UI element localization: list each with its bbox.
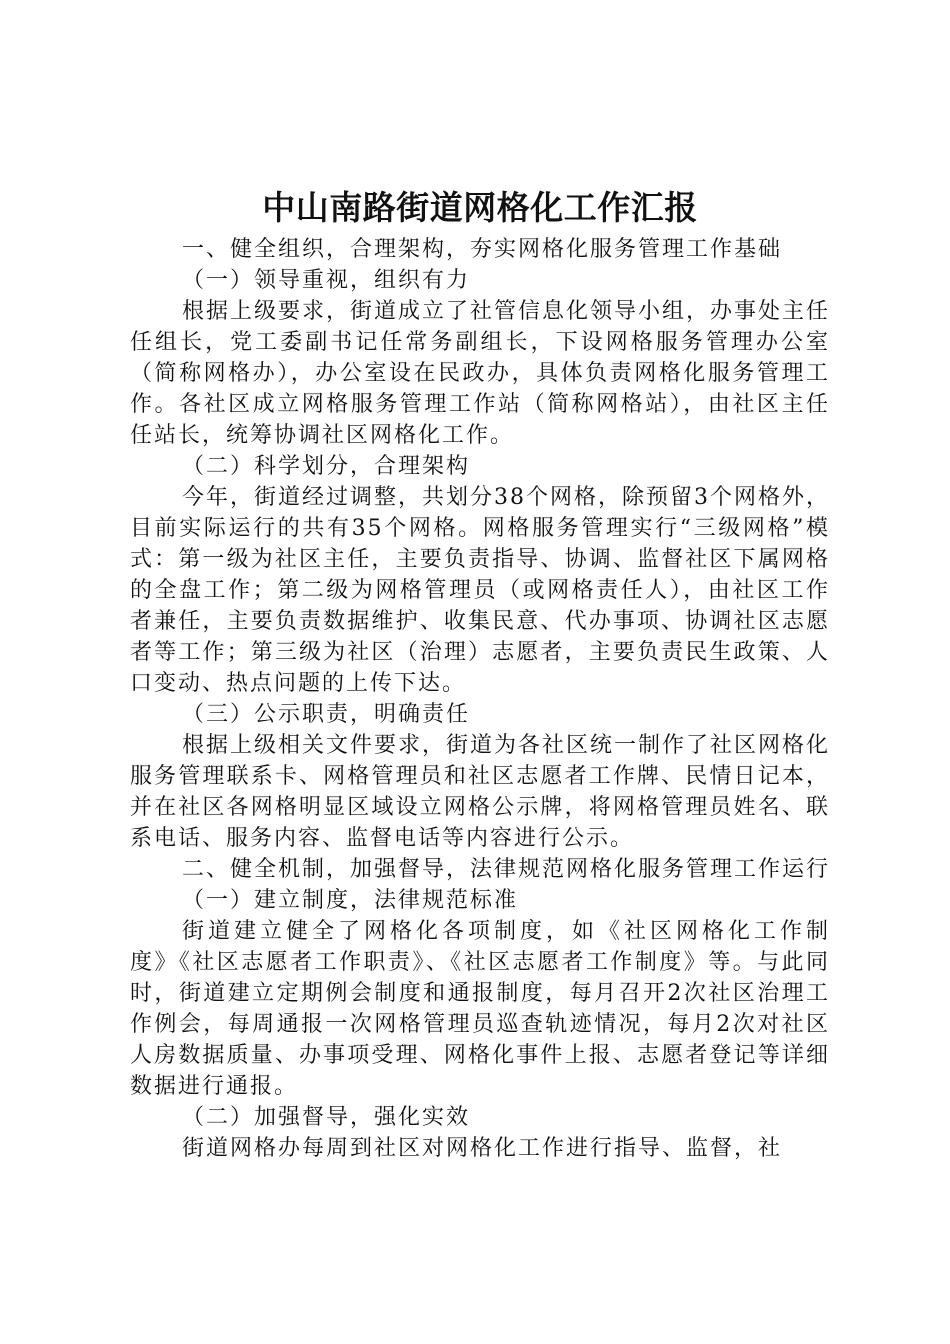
paragraph-1-1: 根据上级要求，街道成立了社管信息化领导小组，办事处主任任组长，党工委副书记任常务副组长，下设网格服务管理办公室（简称网格办），办公室设在民政办，具体负责网格化服务管理工作。各社区成立网格服务管理工作站（简称网格站），由社区主任任站长，统筹协调社区网格化工作。 — [130, 299, 831, 448]
document-page — [130, 186, 830, 1164]
section-heading-1: 一、健全组织，合理架构，夯实网格化服务管理工作基础 — [182, 237, 783, 262]
subsection-heading-1-1: （一）领导重视，组织有力 — [182, 268, 471, 293]
paragraph-1-3: 根据上级相关文件要求，街道为各社区统一制作了社区网格化服务管理联系卡、网格管理员和社区志愿者工作牌、民情日记本，并在社区各网格明显区域设立网格公示牌，将网格管理员姓名、联系电话、服务内容、监督电话等内容进行公示。 — [130, 733, 831, 851]
subsection-heading-2-1: （一）建立制度，法律规范标准 — [182, 888, 519, 913]
paragraph-1-2: 今年，街道经过调整，共划分38个网格，除预留3个网格外，目前实际运行的共有35个网格。网格服务管理实行“三级网格”模式：第一级为社区主任，主要负责指导、协调、监督社区下属网格的全盘工作；第二级为网格管理员（或网格责任人），由社区工作者兼任，主要负责数据维护、收集民意、代办事项、协调社区志愿者等工作；第三级为社区（治理）志愿者，主要负责民生政策、人口变动、热点问题的上传下达。 — [130, 485, 830, 696]
paragraph-2-2: 街道网格办每周到社区对网格化工作进行指导、监督，社 — [182, 1136, 783, 1161]
subsection-heading-1-3: （三）公示职责，明确责任 — [182, 702, 471, 727]
section-heading-2: 二、健全机制，加强督导，法律规范网格化服务管理工作运行 — [182, 857, 831, 882]
subsection-heading-2-2: （二）加强督导，强化实效 — [182, 1105, 471, 1130]
document-title: 中山南路街道网格化工作汇报 — [262, 188, 698, 227]
subsection-heading-1-2: （二）科学划分，合理架构 — [182, 454, 471, 479]
paragraph-2-1: 街道建立健全了网格化各项制度，如《社区网格化工作制度》《社区志愿者工作职责》、《社区志愿者工作制度》等。与此同时，街道建立定期例会制度和通报制度，每月召开2次社区治理工作例会，每周通报一次网格管理员巡查轨迹情况，每月2次对社区人房数据质量、办事项受理、网格化事件上报、志愿者登记等详细数据进行通报。 — [130, 919, 830, 1099]
